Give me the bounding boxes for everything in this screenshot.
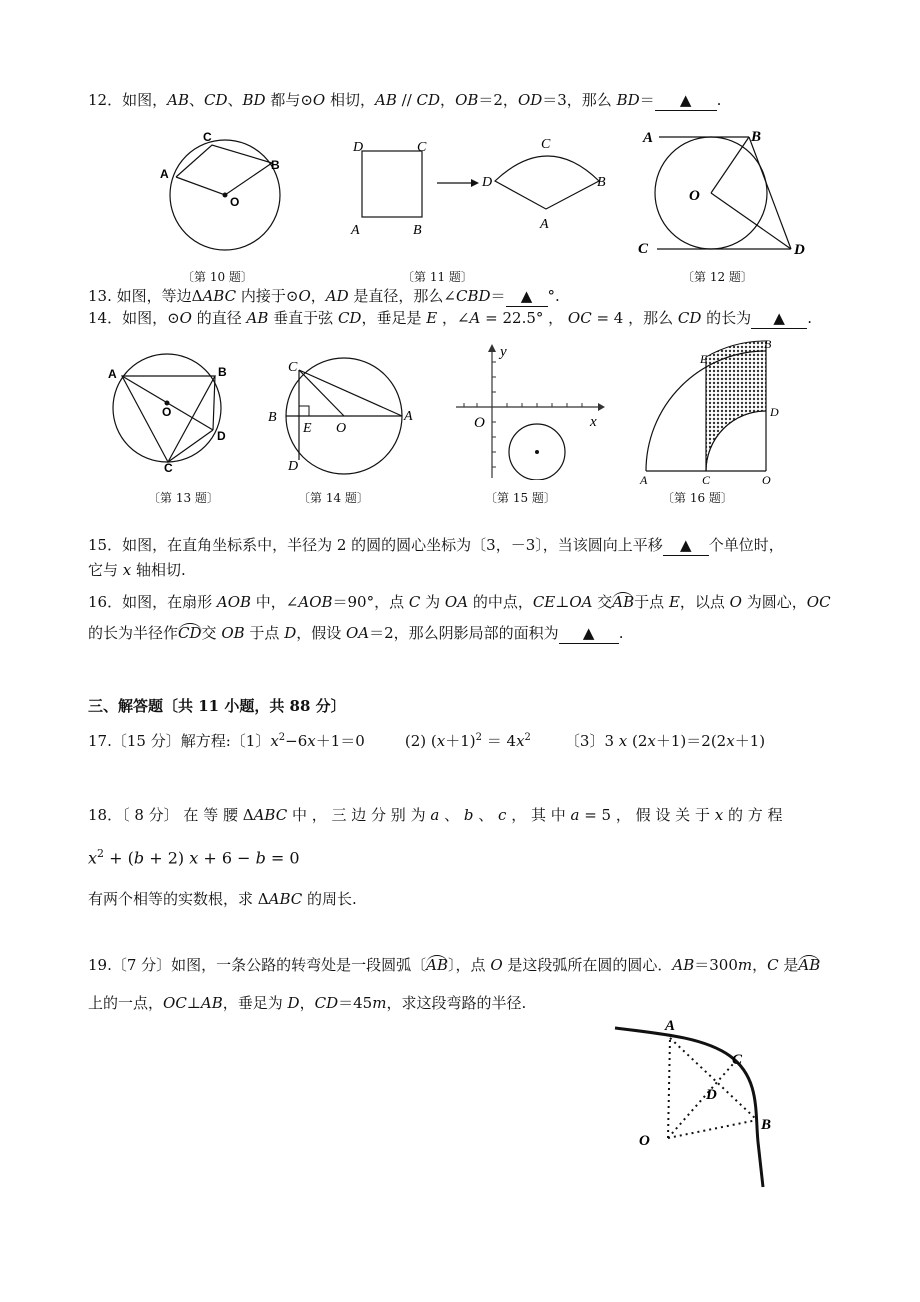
caption-16: 〔第 16 题〕 bbox=[662, 491, 733, 505]
question-17: 17.〔15 分〕解方程:〔1〕$x^2-6x+1=0$ (2) $(x+1)^2 = 4x^2$ 〔3〕3 x (2x＋1)＝2(2x＋1) bbox=[88, 732, 766, 750]
fig12-line-od bbox=[711, 193, 791, 249]
fig13-label-d: D bbox=[217, 429, 226, 443]
question-12: 12．如图，AB、CD、BD 都与⊙O 相切，AB // CD，OB＝2，OD＝3，那么 BD＝ ▲ . bbox=[88, 91, 722, 109]
fig11-label-a2: A bbox=[540, 217, 549, 232]
fig10-label-a: A bbox=[160, 167, 169, 181]
q16-answer-blank: ▲ bbox=[559, 623, 619, 644]
caption-11: 〔第 11 题〕 bbox=[402, 270, 473, 284]
fig14-label-b: B bbox=[268, 410, 277, 425]
fig19-label-b: B bbox=[761, 1117, 772, 1133]
fig12-line-bd bbox=[749, 137, 791, 249]
fig15-center-dot bbox=[535, 450, 539, 454]
fig15-x-arrow bbox=[598, 403, 605, 411]
fig15-y-arrow bbox=[488, 344, 496, 352]
fig13-label-b: B bbox=[218, 365, 227, 379]
figure-14 bbox=[262, 352, 422, 482]
fig10-label-c: C bbox=[203, 130, 212, 144]
fig14-label-e: E bbox=[303, 421, 312, 436]
figure-13 bbox=[100, 345, 240, 475]
fig11-label-d2: D bbox=[482, 175, 493, 190]
q12-answer-blank: ▲ bbox=[655, 90, 717, 111]
question-16-line-1: 16．如图，在扇形 AOB 中，∠AOB＝90°，点 C 为 OA 的中点，CE⊥OA 交AB于点 E，以点 O 为圆心，OC bbox=[88, 593, 831, 611]
fig13-label-c: C bbox=[164, 461, 173, 475]
caption-14: 〔第 14 题〕 bbox=[298, 491, 369, 505]
fig10-center-dot bbox=[223, 193, 228, 198]
fig11-label-c: C bbox=[417, 140, 427, 155]
question-16-line-2: 的长为半径作CD交 OB 于点 D，假设 OA＝2，那么阴影局部的面积为 ▲ . bbox=[88, 624, 624, 642]
fig12-label-o: O bbox=[689, 188, 700, 204]
fig11-label-b: B bbox=[413, 223, 422, 238]
q15-answer-blank: ▲ bbox=[663, 535, 709, 556]
figure-12 bbox=[635, 122, 815, 262]
fig11-arrow-head bbox=[471, 179, 479, 187]
fig16-label-c: C bbox=[702, 473, 711, 487]
q16-arc-ab: AB bbox=[612, 593, 635, 611]
fig19-label-d: D bbox=[706, 1087, 717, 1103]
question-15-line-2: 它与 x 轴相切. bbox=[88, 561, 186, 579]
fig19-label-c: C bbox=[732, 1052, 743, 1068]
question-18-equation: $x^2 + (b + 2) x + 6 - b = 0$ bbox=[88, 847, 300, 868]
fig19-label-a: A bbox=[665, 1018, 676, 1034]
fig15-label-o: O bbox=[474, 415, 485, 431]
fig16-label-a: A bbox=[640, 473, 648, 487]
figure-16 bbox=[636, 337, 786, 487]
fig14-label-d: D bbox=[288, 459, 299, 474]
question-19-line-1: 19.〔7 分〕如图，一条公路的转弯处是一段圆弧〔AB〕，点 O 是这段弧所在圆的圆心．AB＝300m，C 是AB bbox=[88, 956, 821, 974]
caption-10: 〔第 10 题〕 bbox=[182, 270, 253, 284]
q16-arc-cd: CD bbox=[178, 624, 202, 642]
fig11-label-c2: C bbox=[541, 137, 551, 152]
fig12-label-b: B bbox=[751, 129, 762, 145]
fig10-label-o: O bbox=[230, 195, 240, 209]
caption-13: 〔第 13 题〕 bbox=[148, 491, 219, 505]
fig11-square bbox=[362, 151, 422, 217]
fig13-line-bd bbox=[213, 376, 215, 430]
figure-19 bbox=[605, 1012, 805, 1192]
fig16-label-e: E bbox=[700, 352, 708, 366]
fig19-label-o: O bbox=[639, 1133, 650, 1149]
fig16-label-d: D bbox=[770, 405, 779, 419]
caption-12: 〔第 12 题〕 bbox=[682, 270, 753, 284]
fig12-label-c: C bbox=[638, 241, 649, 257]
figure-10 bbox=[150, 125, 300, 265]
fig12-label-a: A bbox=[643, 130, 654, 146]
fig14-line-co bbox=[299, 370, 344, 416]
question-18-line-3: 有两个相等的实数根，求 ΔABC 的周长. bbox=[88, 890, 357, 908]
fig16-label-o: O bbox=[762, 473, 771, 487]
fig11-label-a: A bbox=[351, 223, 360, 238]
fig16-shaded-region bbox=[706, 341, 766, 471]
question-19-line-2: 上的一点，OC⊥AB，垂足为 D，CD＝45m，求这段弯路的半径. bbox=[88, 994, 527, 1012]
caption-15: 〔第 15 题〕 bbox=[485, 491, 556, 505]
question-18-line-1: 18．〔 8 分〕 在 等 腰 ΔABC 中 ， 三 边 分 别 为 a 、 b 、 c ， 其 中 a = 5 ， 假 设 关 于 x 的 方 程 bbox=[88, 806, 783, 824]
figure-11 bbox=[345, 133, 615, 243]
fig14-label-o: O bbox=[336, 421, 347, 436]
q12-number: 12． bbox=[88, 91, 123, 109]
question-15-line-1: 15．如图，在直角坐标系中，半径为 2 的圆的圆心坐标为〔3，－3〕，当该圆向上平移 ▲ 个单位时， bbox=[88, 536, 784, 554]
fig11-label-b2: B bbox=[597, 175, 606, 190]
fig13-label-a: A bbox=[108, 367, 117, 381]
fig15-label-y: y bbox=[500, 344, 507, 360]
fig13-triangle bbox=[122, 376, 215, 462]
fig16-label-b: B bbox=[764, 337, 772, 351]
question-13: 13. 如图，等边ΔABC 内接于⊙O，AD 是直径，那么∠CBD＝ ▲ °. bbox=[88, 287, 560, 305]
q14-answer-blank: ▲ bbox=[751, 308, 807, 329]
fig13-label-o: O bbox=[162, 405, 172, 419]
fig10-label-b: B bbox=[271, 158, 280, 172]
fig15-label-x: x bbox=[590, 414, 597, 430]
fig14-label-a: A bbox=[404, 409, 413, 424]
q19-arc-ab-2: AB bbox=[798, 956, 821, 974]
fig12-label-d: D bbox=[794, 242, 805, 258]
q19-arc-ab: AB bbox=[426, 956, 449, 974]
fig12-line-ob bbox=[711, 137, 749, 193]
question-14: 14．如图，⊙O 的直径 AB 垂直于弦 CD，垂足是 E ，∠A = 22.5° ， OC = 4 ，那么 CD 的长为 ▲ . bbox=[88, 309, 812, 327]
section-3-heading: 三、解答题〔共 11 小题，共 88 分〕 bbox=[88, 697, 346, 715]
fig11-label-d: D bbox=[353, 140, 364, 155]
figure-15 bbox=[452, 340, 612, 480]
fig11-sector bbox=[495, 156, 599, 209]
q13-answer-blank: ▲ bbox=[506, 286, 548, 307]
fig14-label-c: C bbox=[288, 360, 298, 375]
fig14-right-angle bbox=[299, 406, 309, 416]
